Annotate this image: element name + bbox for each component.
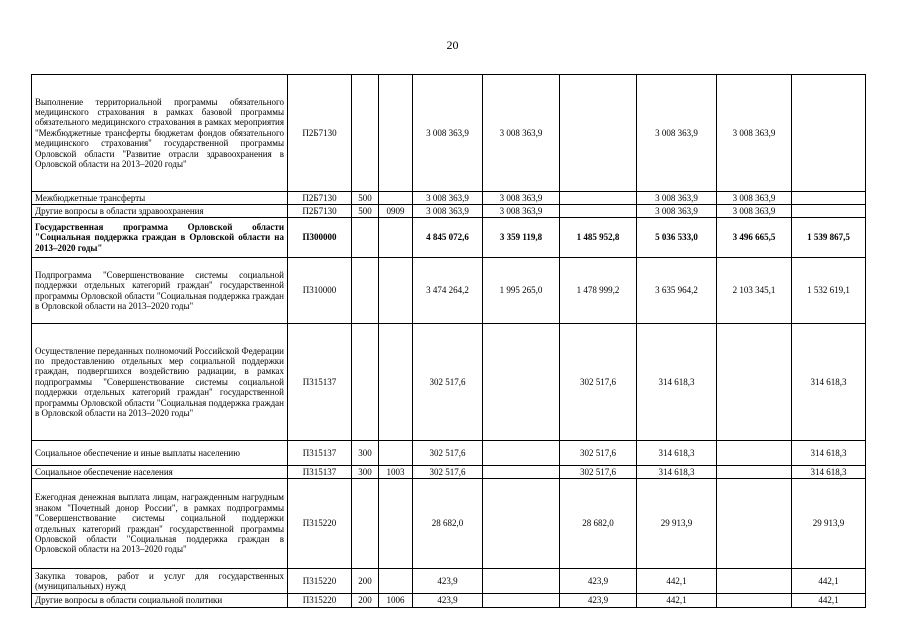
row-value-1: 423,9 bbox=[413, 594, 483, 608]
row-section bbox=[379, 75, 413, 192]
row-value-3: 302 517,6 bbox=[560, 466, 637, 479]
row-value-4: 314 618,3 bbox=[637, 441, 717, 466]
row-value-4: 442,1 bbox=[637, 594, 717, 608]
row-name: Другие вопросы в области социальной политики bbox=[32, 594, 288, 608]
row-name: Закупка товаров, работ и услуг для государственных (муниципальных) нужд bbox=[32, 569, 288, 594]
row-value-2: 3 008 363,9 bbox=[483, 192, 560, 205]
row-value-5: 3 008 363,9 bbox=[717, 75, 792, 192]
table-row bbox=[32, 479, 866, 569]
row-code: П315137 bbox=[288, 441, 352, 466]
row-value-4: 3 008 363,9 bbox=[637, 192, 717, 205]
row-value-6 bbox=[792, 192, 866, 205]
row-value-6: 1 539 867,5 bbox=[792, 218, 866, 258]
row-value-2 bbox=[483, 479, 560, 569]
row-value-3: 423,9 bbox=[560, 569, 637, 594]
row-value-5: 3 008 363,9 bbox=[717, 192, 792, 205]
row-value-5 bbox=[717, 479, 792, 569]
row-value-2 bbox=[483, 466, 560, 479]
row-section bbox=[379, 569, 413, 594]
row-expense-type bbox=[352, 218, 379, 258]
row-expense-type bbox=[352, 479, 379, 569]
row-value-4: 3 008 363,9 bbox=[637, 75, 717, 192]
row-name: Выполнение территориальной программы обязательного медицинского страхования в рамках базовой программы обязательного медицинского страхования в рамках мероприятия "Межбюджетные трансферты бюджетам фондов обязательного медицинского страхования" государственной программы Орловской области "Развитие отрасли здравоохранения в Орловской области на 2013–2020 годы" bbox=[32, 75, 288, 192]
row-value-6: 1 532 619,1 bbox=[792, 258, 866, 324]
row-value-2 bbox=[483, 441, 560, 466]
row-section bbox=[379, 258, 413, 324]
row-code: П315220 bbox=[288, 479, 352, 569]
row-expense-type: 500 bbox=[352, 205, 379, 218]
row-value-3: 1 485 952,8 bbox=[560, 218, 637, 258]
row-name: Социальное обеспечение населения bbox=[32, 466, 288, 479]
row-value-3 bbox=[560, 192, 637, 205]
row-value-5: 2 103 345,1 bbox=[717, 258, 792, 324]
row-expense-type: 200 bbox=[352, 569, 379, 594]
row-value-2 bbox=[483, 594, 560, 608]
row-value-4: 314 618,3 bbox=[637, 324, 717, 441]
row-value-3: 423,9 bbox=[560, 594, 637, 608]
row-value-4: 5 036 533,0 bbox=[637, 218, 717, 258]
row-value-2: 3 008 363,9 bbox=[483, 205, 560, 218]
row-expense-type bbox=[352, 324, 379, 441]
row-value-6: 442,1 bbox=[792, 569, 866, 594]
row-value-1: 28 682,0 bbox=[413, 479, 483, 569]
row-value-4: 442,1 bbox=[637, 569, 717, 594]
row-value-2 bbox=[483, 324, 560, 441]
row-section: 0909 bbox=[379, 205, 413, 218]
row-name: Подпрограмма "Совершенствование системы социальной поддержки отдельных категорий граждан" государственной программы Орловской области "Социальная поддержка граждан в Орловской области на 2013–2020 годы" bbox=[32, 258, 288, 324]
row-value-5 bbox=[717, 441, 792, 466]
row-value-1: 423,9 bbox=[413, 569, 483, 594]
table-row bbox=[32, 324, 866, 441]
row-expense-type: 300 bbox=[352, 466, 379, 479]
row-value-3: 302 517,6 bbox=[560, 324, 637, 441]
row-value-6 bbox=[792, 205, 866, 218]
row-section bbox=[379, 192, 413, 205]
row-expense-type bbox=[352, 258, 379, 324]
table-row bbox=[32, 205, 866, 218]
row-expense-type: 500 bbox=[352, 192, 379, 205]
row-value-1: 3 474 264,2 bbox=[413, 258, 483, 324]
row-value-4: 314 618,3 bbox=[637, 466, 717, 479]
row-value-1: 3 008 363,9 bbox=[413, 192, 483, 205]
row-code: П2Б7130 bbox=[288, 192, 352, 205]
row-expense-type: 300 bbox=[352, 441, 379, 466]
row-value-6: 314 618,3 bbox=[792, 324, 866, 441]
row-code: П2Б7130 bbox=[288, 205, 352, 218]
row-section bbox=[379, 218, 413, 258]
row-value-3 bbox=[560, 205, 637, 218]
row-value-1: 4 845 072,6 bbox=[413, 218, 483, 258]
row-value-5: 3 496 665,5 bbox=[717, 218, 792, 258]
row-code: П310000 bbox=[288, 258, 352, 324]
row-value-3 bbox=[560, 75, 637, 192]
row-value-1: 3 008 363,9 bbox=[413, 75, 483, 192]
row-value-5: 3 008 363,9 bbox=[717, 205, 792, 218]
table-row bbox=[32, 258, 866, 324]
row-name: Другие вопросы в области здравоохранения bbox=[32, 205, 288, 218]
row-value-6: 314 618,3 bbox=[792, 466, 866, 479]
row-code: П300000 bbox=[288, 218, 352, 258]
row-value-4: 3 635 964,2 bbox=[637, 258, 717, 324]
row-value-6 bbox=[792, 75, 866, 192]
row-code: П2Б7130 bbox=[288, 75, 352, 192]
row-value-2: 1 995 265,0 bbox=[483, 258, 560, 324]
budget-table bbox=[31, 74, 866, 608]
row-value-3: 302 517,6 bbox=[560, 441, 637, 466]
row-name: Социальное обеспечение и иные выплаты населению bbox=[32, 441, 288, 466]
row-value-2: 3 359 119,8 bbox=[483, 218, 560, 258]
row-value-1: 3 008 363,9 bbox=[413, 205, 483, 218]
row-value-6: 442,1 bbox=[792, 594, 866, 608]
row-value-5 bbox=[717, 466, 792, 479]
row-section: 1003 bbox=[379, 466, 413, 479]
row-value-6: 314 618,3 bbox=[792, 441, 866, 466]
row-value-6: 29 913,9 bbox=[792, 479, 866, 569]
row-value-4: 29 913,9 bbox=[637, 479, 717, 569]
row-value-5 bbox=[717, 594, 792, 608]
row-value-3: 28 682,0 bbox=[560, 479, 637, 569]
table-row bbox=[32, 569, 866, 594]
row-expense-type bbox=[352, 75, 379, 192]
table-row bbox=[32, 466, 866, 479]
row-section bbox=[379, 441, 413, 466]
row-value-1: 302 517,6 bbox=[413, 441, 483, 466]
row-code: П315137 bbox=[288, 324, 352, 441]
row-section bbox=[379, 479, 413, 569]
row-code: П315137 bbox=[288, 466, 352, 479]
table-row bbox=[32, 218, 866, 258]
row-name: Межбюджетные трансферты bbox=[32, 192, 288, 205]
row-value-2: 3 008 363,9 bbox=[483, 75, 560, 192]
row-code: П315220 bbox=[288, 594, 352, 608]
table-row bbox=[32, 192, 866, 205]
page-number: 20 bbox=[446, 38, 459, 52]
row-value-4: 3 008 363,9 bbox=[637, 205, 717, 218]
row-name: Ежегодная денежная выплата лицам, награжденным нагрудным знаком "Почетный донор России", в рамках подпрограммы "Совершенствование системы социальной поддержки отдельных категорий граждан" государственной программы Орловской области "Социальная поддержка граждан в Орловской области на 2013–2020 годы" bbox=[32, 479, 288, 569]
row-value-5 bbox=[717, 324, 792, 441]
row-value-5 bbox=[717, 569, 792, 594]
row-name: Государственная программа Орловской области "Социальная поддержка граждан в Орловской области на 2013–2020 годы" bbox=[32, 218, 288, 258]
table-row bbox=[32, 594, 866, 608]
table-row bbox=[32, 75, 866, 192]
table-row bbox=[32, 441, 866, 466]
row-value-2 bbox=[483, 569, 560, 594]
row-value-3: 1 478 999,2 bbox=[560, 258, 637, 324]
row-name: Осуществление переданных полномочий Российской Федерации по предоставлению отдельных мер социальной поддержки граждан, подвергшихся воздействию радиации, в рамках подпрограммы "Совершенствование системы социальной поддержки отдельных категорий граждан" государственной программы Орловской области "Социальная поддержка граждан в Орловской области на 2013–2020 годы" bbox=[32, 324, 288, 441]
row-value-1: 302 517,6 bbox=[413, 466, 483, 479]
row-section bbox=[379, 324, 413, 441]
row-value-1: 302 517,6 bbox=[413, 324, 483, 441]
row-code: П315220 bbox=[288, 569, 352, 594]
row-section: 1006 bbox=[379, 594, 413, 608]
row-expense-type: 200 bbox=[352, 594, 379, 608]
